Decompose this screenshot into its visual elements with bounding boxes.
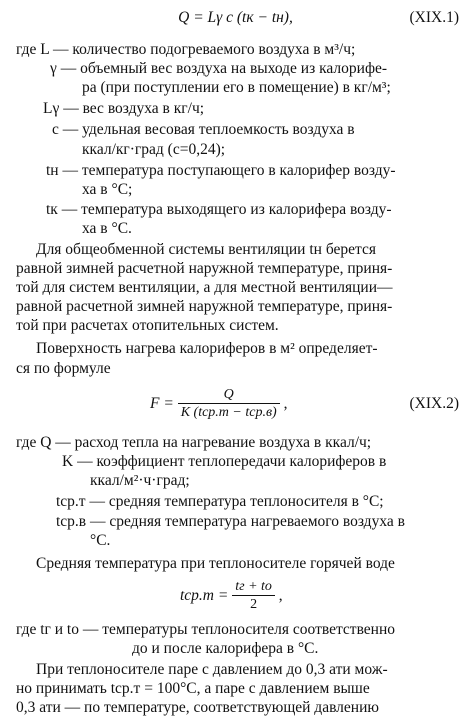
definition-line: ра (при поступлении его в помещение) в кг/м³; [82, 79, 391, 96]
equation-tail: , [283, 395, 288, 412]
paragraph-line: Для общеобменной системы вентиляции tн берется [36, 241, 376, 258]
definition-line: tк — температура выходящего из калорифера возду- [46, 201, 392, 218]
equation-number-xix-2: (XIX.2) [409, 395, 459, 412]
definition-line: ккал/кг·град (c=0,24); [82, 141, 226, 158]
definition-line: c — удельная весовая теплоемкость воздуха в [52, 121, 355, 138]
fraction-numerator: tг + tо [235, 579, 272, 595]
definition-line: °С. [90, 532, 111, 549]
paragraph-line: равной зимней расчетной наружной температуре, приня- [16, 260, 393, 277]
definition-line: Lγ — вес воздуха в кг/ч; [43, 100, 205, 117]
fraction-numerator: Q [223, 387, 234, 403]
paragraph-line: где tг и tо — температуры теплоносителя соответственно [16, 621, 396, 638]
equation-xix-2 [150, 386, 287, 422]
equation-tail: , [278, 587, 283, 604]
equation-t-sr-t [180, 578, 283, 614]
paragraph-line: равной расчетной зимней наружной температуре, приня- [16, 298, 393, 315]
equation-lhs: F = [150, 395, 174, 412]
paragraph-line: той при расчетах отопительных систем. [16, 317, 279, 334]
paragraph-line: Поверхность нагрева калориферов в м² определяет- [36, 340, 378, 357]
definition-line: ккал/м²·ч·град; [90, 472, 190, 489]
equation-number-xix-1: (XIX.1) [409, 9, 459, 26]
definition-line: где L — количество подогреваемого воздуха в м³/ч; [16, 41, 356, 58]
paragraph-line: Средняя температура при теплоносителе горячей воде [36, 555, 395, 572]
definition-line: γ — объемный вес воздуха на выходе из калорифе- [50, 60, 388, 77]
fraction-denominator: 2 [232, 595, 275, 613]
definition-line: tн — температура поступающего в калорифер возду- [46, 162, 396, 179]
paragraph-line: 0,3 ати — по температуре, соответствующей давлению [16, 699, 379, 716]
definition-line: ха в °С; [82, 181, 133, 198]
definition-line: ха в °С. [82, 220, 132, 237]
equation-xix-1: Q = Lγ c (tк − tн), [178, 9, 293, 26]
definition-line: где Q — расход тепла на нагревание воздуха в ккал/ч; [16, 434, 372, 451]
equation-lhs: tср.т = [180, 587, 229, 604]
fraction-denominator: K (tср.т − tср.в) [178, 403, 280, 421]
definition-line: K — коэффициент теплопередачи калориферов в [62, 453, 387, 470]
definition-line: tср.в — средняя температура нагреваемого воздуха в [56, 513, 405, 530]
paragraph-line: При теплоносителе паре с давлением до 0,3 ати мож- [36, 661, 388, 678]
equation-fraction [178, 387, 280, 421]
paragraph-line: до и после калорифера в °С. [132, 640, 319, 657]
paragraph-line: но принимать tср.т = 100°С, а паре с давлением выше [16, 680, 370, 697]
paragraph-line: той для систем вентиляции, а для местной вентиляции— [16, 279, 393, 296]
definition-line: tср.т — средняя температура теплоносителя в °С; [56, 493, 384, 510]
paragraph-line: ся по формуле [16, 360, 111, 377]
equation-fraction [232, 579, 275, 613]
